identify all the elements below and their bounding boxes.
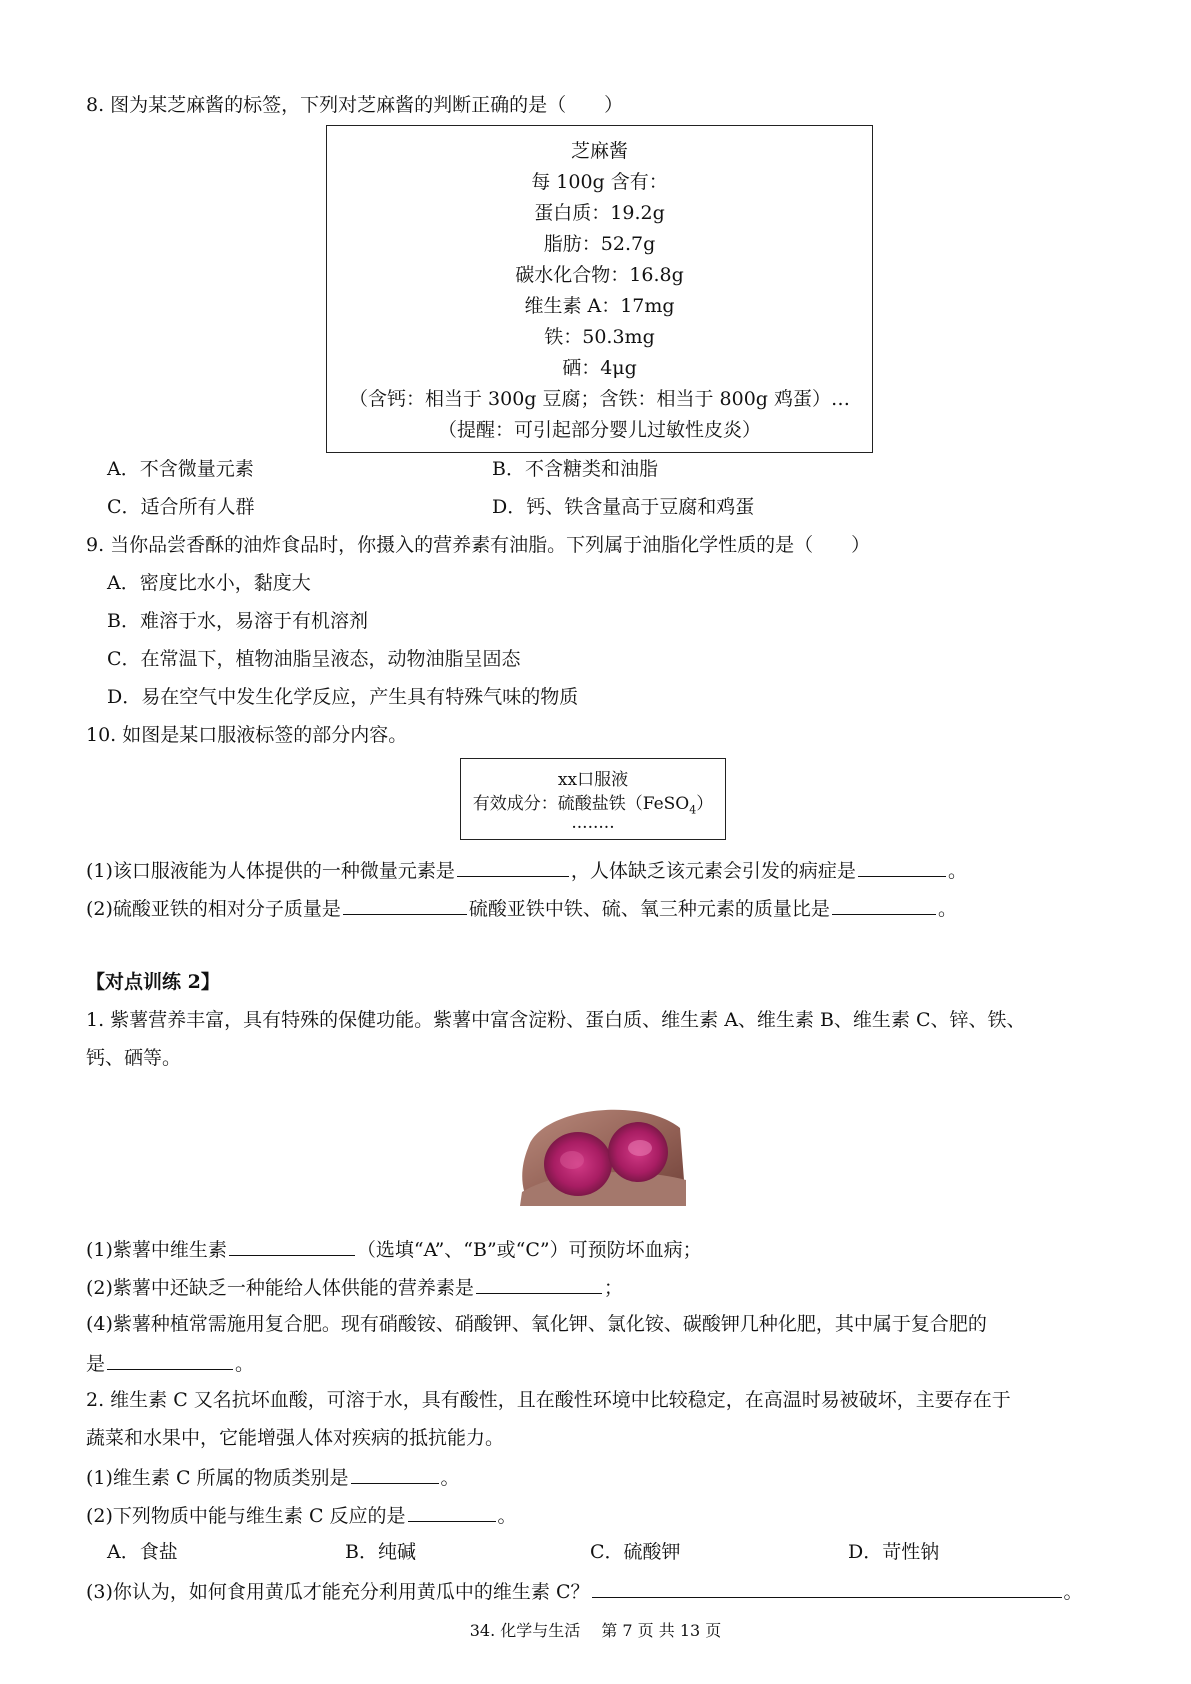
q10-stem: 10. 如图是某口服液标签的部分内容。 <box>86 724 408 746</box>
t1-part1: (1)紫薯中维生素 （选填“A”、“B”或“C”）可预防坏血病； <box>86 1235 702 1263</box>
answer-blank[interactable] <box>229 1235 355 1256</box>
q9-stem: 9. 当你品尝香酥的油炸食品时，你摄入的营养素有油脂。下列属于油脂化学性质的是（ ） <box>86 534 871 556</box>
t1-stem-line2: 钙、硒等。 <box>86 1047 182 1069</box>
answer-blank[interactable] <box>408 1501 496 1522</box>
t2-part2: (2)下列物质中能与维生素 C 反应的是 。 <box>86 1501 517 1529</box>
t1-stem-line1: 1. 紫薯营养丰富，具有特殊的保健功能。紫薯中富含淀粉、蛋白质、维生素 A、维生素 B、维生素 C、锌、铁、 <box>86 1009 1026 1031</box>
answer-blank[interactable] <box>351 1463 439 1484</box>
answer-blank[interactable] <box>858 856 946 877</box>
t2-option-a: A．食盐 <box>107 1541 178 1563</box>
oral-label-dots: ........ <box>571 813 615 833</box>
label-fat: 脂肪：52.7g <box>543 233 656 255</box>
sesame-paste-label <box>326 125 873 453</box>
t2-part3: (3)你认为，如何食用黄瓜才能充分利用黄瓜中的维生素 C？ 。 <box>86 1577 1083 1605</box>
label-carb: 碳水化合物：16.8g <box>515 264 684 286</box>
q9-option-b: B．难溶于水，易溶于有机溶剂 <box>107 610 368 632</box>
t2-option-b: B．纯碱 <box>345 1541 416 1563</box>
q9-option-d: D．易在空气中发生化学反应，产生具有特殊气味的物质 <box>107 686 579 708</box>
oral-label-ingredient: 有效成分：硫酸盐铁（FeSO$_4$） <box>472 794 714 817</box>
label-vita: 维生素 A：17mg <box>524 295 675 317</box>
page-footer: 34. 化学与生活 第 7 页 共 13 页 <box>469 1621 722 1640</box>
t1-part2: (2)紫薯中还缺乏一种能给人体供能的营养素是 ； <box>86 1273 623 1301</box>
answer-blank[interactable] <box>476 1273 602 1294</box>
t2-stem-line1: 2. 维生素 C 又名抗坏血酸，可溶于水，具有酸性，且在酸性环境中比较稳定，在高温时易被破坏，主要存在于 <box>86 1389 1011 1411</box>
q9-option-a: A．密度比水小，黏度大 <box>107 572 311 594</box>
oral-label-title: xx口服液 <box>557 770 629 790</box>
label-iron: 铁：50.3mg <box>544 326 655 348</box>
label-protein: 蛋白质：19.2g <box>534 202 665 224</box>
answer-blank[interactable] <box>457 856 569 877</box>
label-note: （含钙：相当于 300g 豆腐；含铁：相当于 800g 鸡蛋）… <box>348 388 850 410</box>
t2-option-d: D．苛性钠 <box>848 1541 940 1563</box>
q8-option-b: B．不含糖类和油脂 <box>492 458 658 480</box>
answer-blank[interactable] <box>832 894 936 915</box>
q9-option-c: C．在常温下，植物油脂呈液态，动物油脂呈固态 <box>107 648 521 670</box>
label-warning: （提醒：可引起部分婴儿过敏性皮炎） <box>437 419 761 441</box>
t2-stem-line2: 蔬菜和水果中，它能增强人体对疾病的抵抗能力。 <box>86 1427 505 1449</box>
t2-option-c: C．硫酸钾 <box>590 1541 681 1563</box>
q8-option-a: A．不含微量元素 <box>107 458 254 480</box>
t2-part1: (1)维生素 C 所属的物质类别是 。 <box>86 1463 460 1491</box>
answer-blank[interactable] <box>592 1577 1062 1598</box>
oral-liquid-label <box>460 758 726 840</box>
section-heading: 【对点训练 2】 <box>86 971 220 993</box>
t1-part4-line1: (4)紫薯种植常需施用复合肥。现有硝酸铵、硝酸钾、氧化钾、氯化铵、碳酸钾几种化肥，其中属于复合肥的 <box>86 1313 987 1335</box>
t1-part4-line2: 是 。 <box>86 1349 254 1377</box>
label-per: 每 100g 含有： <box>531 171 668 193</box>
label-title: 芝麻酱 <box>570 140 628 162</box>
answer-blank[interactable] <box>343 894 467 915</box>
q8-stem: 8. 图为某芝麻酱的标签，下列对芝麻酱的判断正确的是（ ） <box>86 94 624 116</box>
q10-part2: (2)硫酸亚铁的相对分子质量是 硫酸亚铁中铁、硫、氧三种元素的质量比是 。 <box>86 894 957 922</box>
q8-option-c: C．适合所有人群 <box>107 496 255 518</box>
answer-blank[interactable] <box>107 1349 233 1370</box>
q8-option-d: D．钙、铁含量高于豆腐和鸡蛋 <box>492 496 755 518</box>
label-selenium: 硒：4μg <box>562 357 637 379</box>
q10-part1: (1)该口服液能为人体提供的一种微量元素是 ，人体缺乏该元素会引发的病症是 。 <box>86 856 967 884</box>
purple-sweet-potato-photo <box>520 1088 686 1206</box>
